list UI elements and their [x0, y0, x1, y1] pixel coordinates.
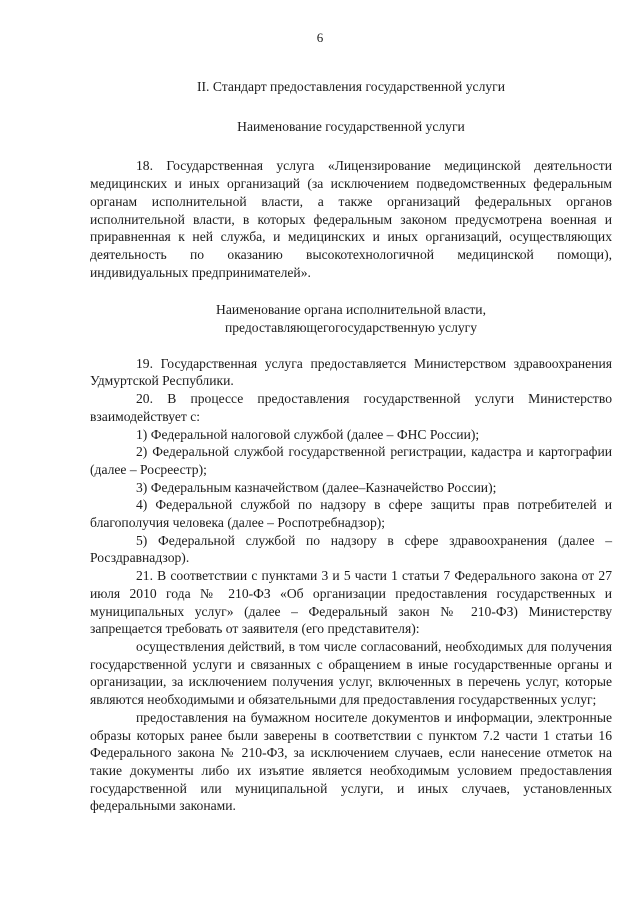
paragraph-21-clause-b: предоставления на бумажном носителе документов и информации, электронные образы которых ранее были заверены в соответствии с пунктом 7.2 части 1 статьи 16 Федерального закона № 210-ФЗ, за исключением случаев, если нанесение отметок на такие документы либо их изъятие является необходимым условием предоставления государственной или муниципальной услуги, и иных случаев, установленных федеральными законами. [90, 709, 612, 814]
paragraph-18: 18. Государственная услуга «Лицензирование медицинской деятельности медицинских и иных организаций (за исключением подведомственных федеральным органам исполнительной власти, а также организаций федеральных органов исполнительной власти, в которых федеральным законом предусмотрена военная и приравненная к ней служба, и медицинских и иных организаций, осуществляющих деятельность по оказанию высокотехнологичной медицинской помощи), индивидуальных предпринимателей». [90, 158, 612, 280]
paragraph-19: 19. Государственная услуга предоставляется Министерством здравоохранения Удмуртской Республики. [90, 355, 612, 389]
subsection-title-authority [90, 301, 612, 336]
paragraph-20-item-1: 1) Федеральной налоговой службой (далее – ФНС России); [136, 426, 480, 442]
paragraph-21: 21. В соответствии с пунктами 3 и 5 части 1 статьи 7 Федерального закона от 27 июля 2010 года № 210-ФЗ «Об организации предоставления государственных и муниципальных услуг» (далее – Федеральный закон № 210-ФЗ) Министерству запрещается требовать от заявителя (его представителя): [90, 568, 612, 637]
paragraph-20-item-3: 3) Федеральным казначейством (далее–Казначейство России); [136, 479, 497, 495]
paragraph-20-item-2: 2) Федеральной службой государственной регистрации, кадастра и картографии (далее – Росреестр); [90, 444, 612, 477]
page-number: 6 [316, 30, 324, 45]
paragraph-20-item-5: 5) Федеральной службой по надзору в сфере здравоохранения (далее – Росздравнадзор). [90, 532, 612, 566]
section-title: II. Стандарт предоставления государственной услуги [196, 79, 505, 94]
subsection-title-service-name: Наименование государственной услуги [237, 118, 465, 134]
paragraph-20-item-4: 4) Федеральной службой по надзору в сфере защиты прав потребителей и благополучия человека (далее – Роспотребнадзор); [90, 497, 612, 531]
subsection-title-line-2: предоставляющегогосударственную услугу [224, 320, 478, 336]
paragraph-21-clause-a: осуществления действий, в том числе согласований, необходимых для получения государственной услуги и связанных с обращением в иные государственные органы и организации, за исключением получения услуг, включенных в перечень услуг, которые являются необходимыми и обязательными для предоставления государственных услуг; [90, 638, 612, 708]
subsection-title-line-1: Наименование органа исполнительной власти, [216, 302, 486, 318]
document-body [90, 78, 612, 815]
paragraph-20: 20. В процессе предоставления государственной услуги Министерство взаимодействует с: [90, 391, 612, 424]
